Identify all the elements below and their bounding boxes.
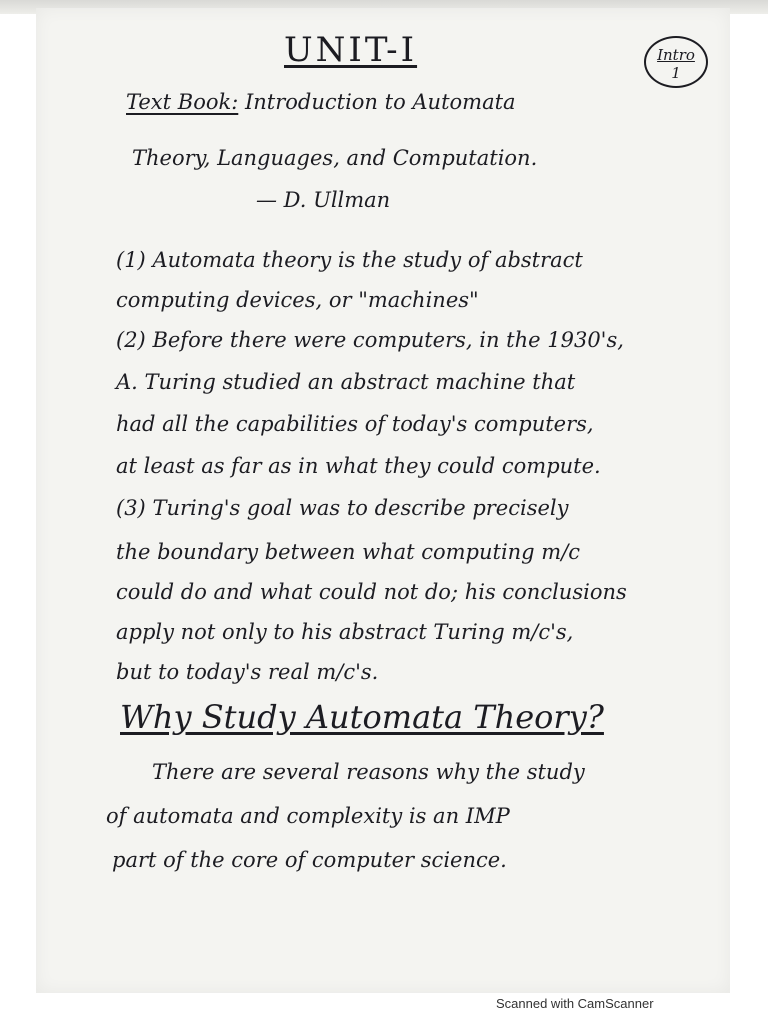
point-2-line-4: at least as far as in what they could compute. bbox=[116, 454, 601, 478]
notebook-page bbox=[36, 8, 730, 993]
section-heading: Why Study Automata Theory? bbox=[120, 698, 604, 736]
point-3-line-1: (3) Turing's goal was to describe precisely bbox=[116, 496, 569, 520]
point-1-line-2: computing devices, or "machines" bbox=[116, 288, 479, 312]
textbook-author: — D. Ullman bbox=[256, 188, 391, 212]
badge-label: Intro bbox=[657, 46, 695, 64]
textbook-label: Text Book: bbox=[126, 90, 239, 114]
textbook-title-line1: Introduction to Automata bbox=[244, 90, 516, 114]
point-2-line-3: had all the capabilities of today's computers, bbox=[116, 412, 594, 436]
page-title: UNIT-I bbox=[284, 30, 418, 70]
point-3-line-4: apply not only to his abstract Turing m/c's, bbox=[116, 620, 574, 644]
scanner-watermark: Scanned with CamScanner bbox=[496, 996, 654, 1011]
point-2-line-1: (2) Before there were computers, in the 1930's, bbox=[116, 328, 624, 352]
textbook-title-line2: Theory, Languages, and Computation. bbox=[132, 146, 538, 170]
point-1-line-1: (1) Automata theory is the study of abstract bbox=[116, 248, 583, 272]
point-3-line-5: but to today's real m/c's. bbox=[116, 660, 379, 684]
point-2-line-2: A. Turing studied an abstract machine that bbox=[116, 370, 576, 394]
point-1-number: (1) bbox=[116, 248, 146, 272]
textbook-row bbox=[126, 90, 516, 114]
section-line-2: of automata and complexity is an IMP bbox=[106, 804, 510, 828]
section-line-3: part of the core of computer science. bbox=[112, 848, 507, 872]
point-2-number: (2) bbox=[116, 328, 146, 352]
point-3-line-2: the boundary between what computing m/c bbox=[116, 540, 581, 564]
point-3-number: (3) bbox=[116, 496, 146, 520]
badge-number: 1 bbox=[671, 64, 681, 82]
point-3-line-3: could do and what could not do; his conclusions bbox=[116, 580, 627, 604]
section-line-1: There are several reasons why the study bbox=[152, 760, 585, 784]
page-badge bbox=[644, 36, 708, 88]
